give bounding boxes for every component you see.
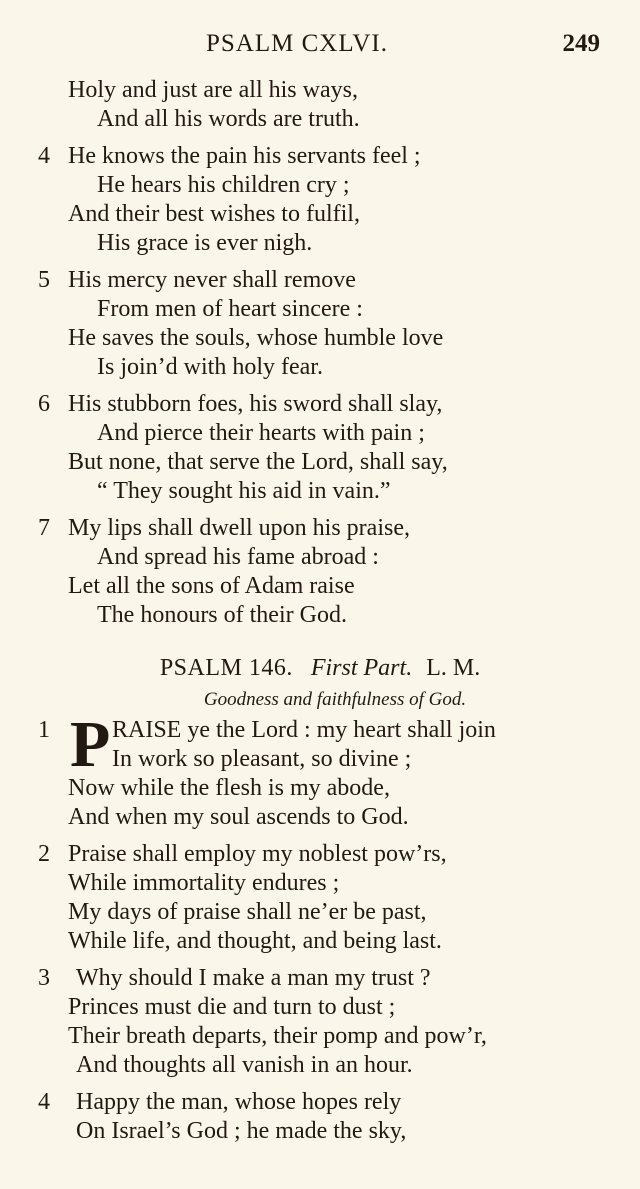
verse-line: The honours of their God. xyxy=(97,602,347,628)
stanza-number: 2 xyxy=(38,841,50,867)
stanza-number: 3 xyxy=(38,965,50,991)
verse-line: He hears his children cry ; xyxy=(97,172,350,198)
verse-line: And all his words are truth. xyxy=(97,106,360,132)
verse-line: On Israel’s God ; he made the sky, xyxy=(76,1118,407,1144)
verse-line: My days of praise shall ne’er be past, xyxy=(68,899,427,925)
verse-line: Princes must die and turn to dust ; xyxy=(68,994,396,1020)
psalm-part: First Part. xyxy=(310,655,413,681)
verse-line: And spread his fame abroad : xyxy=(97,544,379,570)
stanza-number: 5 xyxy=(38,267,50,293)
verse-line: Now while the flesh is my abode, xyxy=(68,775,390,801)
verse-line: In work so pleasant, so divine ; xyxy=(112,746,412,772)
stanza-number: 7 xyxy=(38,515,50,541)
verse-line: Is join’d with holy fear. xyxy=(97,354,323,380)
psalm-heading xyxy=(0,648,640,688)
psalm-meter: L. M. xyxy=(426,655,481,681)
verse-line: “ They sought his aid in vain.” xyxy=(97,478,391,504)
verse-line: RAISE ye the Lord : my heart shall join xyxy=(112,717,496,743)
page-content xyxy=(0,76,640,1146)
verse-line: And pierce their hearts with pain ; xyxy=(97,420,425,446)
psalm-title: PSALM 146. xyxy=(159,655,293,681)
verse-line: 4 Happy the man, whose hopes rely xyxy=(38,1089,402,1115)
verse-line: While life, and thought, and being last. xyxy=(68,928,442,954)
verse-line: Their breath departs, their pomp and pow’r, xyxy=(68,1023,487,1049)
verse-line: From men of heart sincere : xyxy=(97,296,363,322)
verse-line: He saves the souls, whose humble love xyxy=(68,325,444,351)
verse-line: Holy and just are all his ways, xyxy=(68,77,358,103)
drop-cap-letter: P xyxy=(70,708,111,781)
psalm-subtitle: Goodness and faithfulness of God. xyxy=(203,689,467,710)
verse-line: While immortality endures ; xyxy=(68,870,340,896)
verse-line: But none, that serve the Lord, shall say, xyxy=(68,449,448,475)
stanza-number: 6 xyxy=(38,391,50,417)
verse-line: And their best wishes to fulfil, xyxy=(68,201,360,227)
verse-line: And thoughts all vanish in an hour. xyxy=(76,1052,413,1078)
drop-cap-verse xyxy=(0,708,640,781)
stanza-number: 1 xyxy=(38,717,50,743)
verse-line: 5 His mercy never shall remove xyxy=(38,267,356,293)
verse-line: His grace is ever nigh. xyxy=(97,230,313,256)
verse-line: 7 My lips shall dwell upon his praise, xyxy=(38,515,410,541)
verse-line: 6 His stubborn foes, his sword shall slay, xyxy=(38,391,443,417)
verse-line: 2 Praise shall employ my noblest pow’rs, xyxy=(38,841,447,867)
stanza-number: 4 xyxy=(38,1089,50,1115)
verse-line: Let all the sons of Adam raise xyxy=(68,573,355,599)
page-number: 249 xyxy=(562,30,600,57)
verse-line: 4 He knows the pain his servants feel ; xyxy=(38,143,421,169)
verse-line: 3 Why should I make a man my trust ? xyxy=(38,965,431,991)
verse-line: And when my soul ascends to God. xyxy=(68,804,409,830)
page-title: PSALM CXLVI. xyxy=(206,30,388,57)
running-head xyxy=(0,30,640,64)
stanza-number: 4 xyxy=(38,143,50,169)
